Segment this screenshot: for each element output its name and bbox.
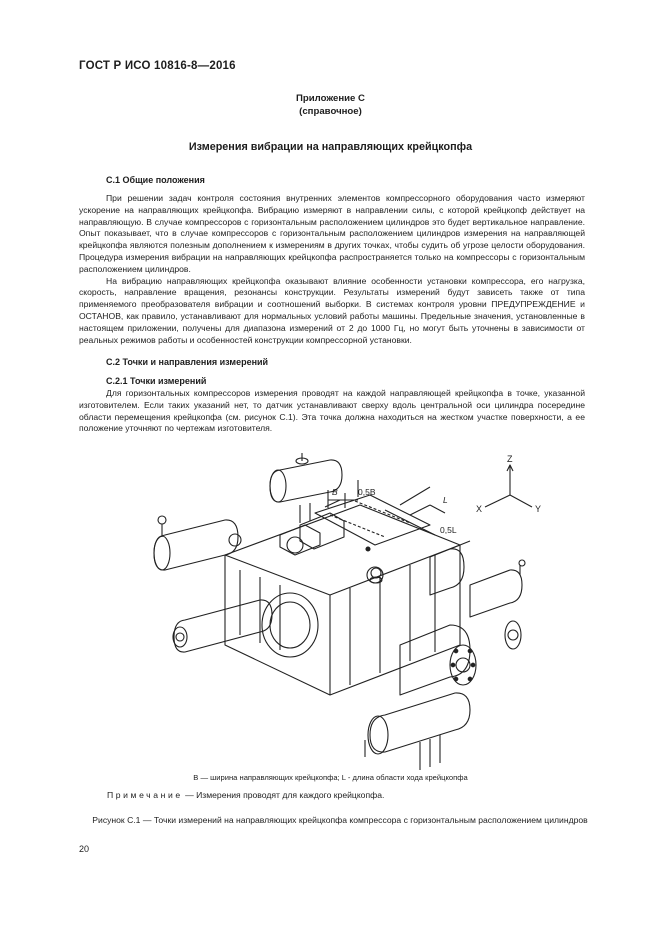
annex-main-title: Измерения вибрации на направляющих крейцкопфа <box>188 141 473 153</box>
cylinder-round-end <box>400 625 476 695</box>
figure-legend: B — ширина направляющих крейцкопфа; L - длина области хода крейцкопфа <box>193 773 468 782</box>
note <box>107 790 384 800</box>
section-c2-heading: С.2 Точки и направления измерений <box>106 357 269 367</box>
section-c1-body <box>79 193 585 346</box>
compressor-drawing <box>130 445 570 775</box>
axis-z-label: Z <box>507 454 513 464</box>
annex-title: Приложение С <box>296 93 365 104</box>
page-number: 20 <box>79 844 90 854</box>
axis-y-label: Y <box>535 504 542 514</box>
axis-x-label: X <box>476 504 483 514</box>
cylinder-lower-left <box>173 600 272 652</box>
dimension-l-label: L <box>443 495 448 505</box>
paragraph: При решении задач контроля состояния внутренних элементов компрессорного оборудования часто измеряют ускорение на направляющих крейцкопфа. Вибрацию измеряют в направлении силы, с которой крейцкопф действует на направляющую. В случае компрессоров с горизонтальным расположением цилиндров это будет вертикальное направление. Опыт показывает, что в случае компрессоров с горизонтальным расположением цилиндров измерения на направляющей крейцкопфа являются полезным дополнением к измерениям в других точках, чтобы судить об угрозе целости оборудования. Процедура измерения вибрации на направляющих крейцкопфа распространяется только на компрессоры с горизонтальным расположением цилиндров. <box>79 193 585 274</box>
cylinder-right <box>370 541 470 595</box>
axis-triad <box>476 454 541 514</box>
note-text: — Измерения проводят для каждого крейцкопфа. <box>182 790 385 800</box>
dimension-half-b-label: 0,5B <box>358 487 376 497</box>
paragraph: На вибрацию направляющих крейцкопфа оказывают влияние особенности установки компрессора, его нагрузка, скорость, направление вращения, резонансы конструкции. Результаты измерений будут зависеть также от типа применяемого преобразователя вибрации и соотношений выборки. В системах контроля уровни ПРЕДУПРЕЖДЕНИЕ и ОСТАНОВ, как правило, устанавливают для нормальных условий работы машины. Предельные значения, установленные в настоящем приложении, получены для диапазона измерений от 2 до 1000 Гц, но могут быть уточнены в зависимости от реальных режимов работы и особенностей конструкции компрессорной установки. <box>79 275 585 345</box>
cylinder-bottom <box>365 693 470 770</box>
dimension-b-label: B <box>332 487 338 497</box>
annex-heading <box>0 92 661 118</box>
figure-caption: Рисунок С.1 — Точки измерений на направляющих крейцкопфа компрессора с горизонтальным расположением цилиндров <box>92 815 588 825</box>
paragraph: Для горизонтальных компрессоров измерения проводят на каждой направляющей крейцкопфа в точке, указанной изготовителем. Если таких указаний нет, то датчик устанавливают сверху вдоль центральной оси цилиндра посередине области перемещения крейцкопфа (см. рисунок С.1). Эта точка должна находиться на жестком участке поверхности, а ее положение уточняют по чертежам изготовителя. <box>79 388 585 434</box>
note-label: Примечание <box>107 790 183 800</box>
annex-subtitle: (справочное) <box>299 106 362 117</box>
crankcase-frame <box>225 505 460 695</box>
dimension-half-l-label: 0,5L <box>440 525 457 535</box>
section-c1-heading: С.1 Общие положения <box>106 175 205 185</box>
section-c21-body <box>79 388 585 435</box>
cylinder-far-right <box>470 560 525 649</box>
standard-header: ГОСТ Р ИСО 10816-8—2016 <box>79 60 236 72</box>
section-c21-heading: С.2.1 Точки измерений <box>106 376 207 386</box>
